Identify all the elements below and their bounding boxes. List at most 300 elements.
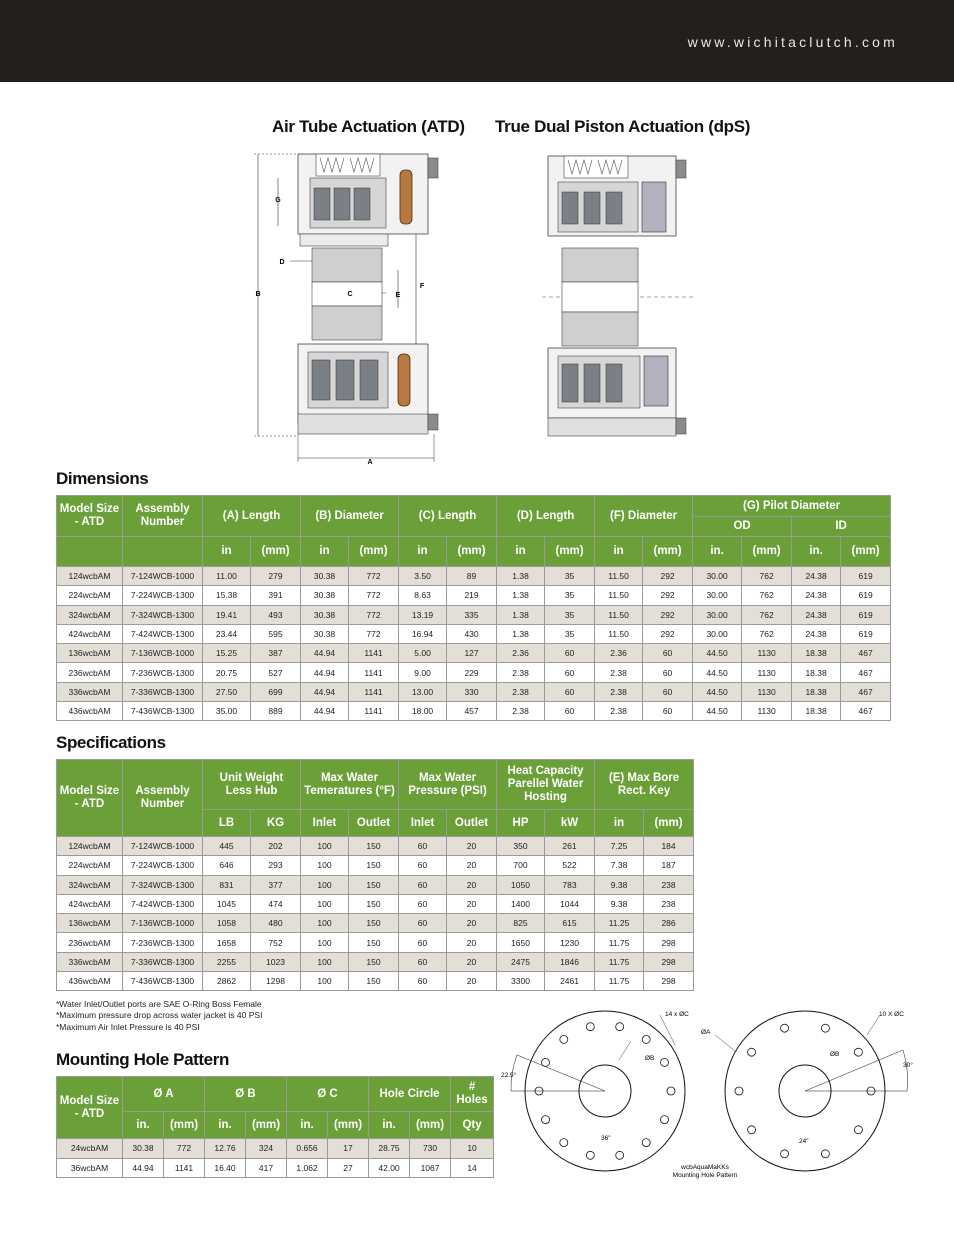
table-cell: 224wcbAM <box>57 586 123 605</box>
mount-header-a: Ø A <box>123 1077 205 1112</box>
spec-unit-header: LB <box>203 810 251 837</box>
note-pressure-drop: *Maximum pressure drop across water jacket is 40 PSI <box>56 1010 263 1021</box>
table-cell: 335 <box>447 605 497 624</box>
table-cell: 44.94 <box>301 644 349 663</box>
table-cell: 11.00 <box>203 567 251 586</box>
mount-unit-header: (mm) <box>328 1112 369 1139</box>
table-row <box>57 972 694 991</box>
dim-unit-header: in <box>595 537 643 567</box>
table-cell: 2255 <box>203 952 251 971</box>
table-cell: 0.656 <box>287 1139 328 1159</box>
table-cell: 13.19 <box>399 605 447 624</box>
table-cell: 20 <box>447 914 497 933</box>
table-cell: 44.50 <box>693 663 742 682</box>
table-cell: 1846 <box>545 952 595 971</box>
mounting-hole <box>735 1087 743 1095</box>
mounting-hole <box>748 1048 756 1056</box>
table-row <box>57 644 891 663</box>
dim-unit-header: (mm) <box>349 537 399 567</box>
mounting-hole <box>661 1058 669 1066</box>
table-cell: 60 <box>399 875 447 894</box>
table-cell: 387 <box>251 644 301 663</box>
mounting-hole <box>542 1058 550 1066</box>
table-cell: 150 <box>349 875 399 894</box>
table-cell: 292 <box>643 567 693 586</box>
mounting-hole <box>542 1116 550 1124</box>
table-cell: 595 <box>251 624 301 643</box>
table-cell: 42.00 <box>369 1158 410 1178</box>
dim-unit-header: in. <box>792 537 841 567</box>
table-cell: 24.38 <box>792 586 841 605</box>
table-cell: 224wcbAM <box>57 856 123 875</box>
spec-header-assembly: Assembly Number <box>123 760 203 837</box>
table-cell: 417 <box>246 1158 287 1178</box>
table-cell: 238 <box>644 894 694 913</box>
dim-unit-header: in <box>497 537 545 567</box>
table-cell: 762 <box>742 586 792 605</box>
atd-diagram-title: Air Tube Actuation (ATD) <box>272 117 465 136</box>
table-cell: 35 <box>545 605 595 624</box>
table-cell: 150 <box>349 933 399 952</box>
table-cell: 619 <box>841 567 891 586</box>
table-cell: 772 <box>349 605 399 624</box>
table-cell: 100 <box>301 933 349 952</box>
size-right-label: 24" <box>799 1138 809 1145</box>
dimensions-table <box>56 495 891 721</box>
table-cell: 3.50 <box>399 567 447 586</box>
spec-header-model: Model Size - ATD <box>57 760 123 837</box>
table-cell: 298 <box>644 933 694 952</box>
mount-header-c: Ø C <box>287 1077 369 1112</box>
table-cell: 18.38 <box>792 702 841 721</box>
dim-header-f-diameter: (F) Diameter <box>595 496 693 537</box>
table-cell: 772 <box>349 567 399 586</box>
mount-header-model: Model Size - ATD <box>57 1077 123 1139</box>
table-cell: 150 <box>349 914 399 933</box>
table-cell: 30.38 <box>123 1139 164 1159</box>
table-cell: 1044 <box>545 894 595 913</box>
table-cell: 17 <box>328 1139 369 1159</box>
table-cell: 7-424WCB-1300 <box>123 624 203 643</box>
table-cell: 2475 <box>497 952 545 971</box>
table-cell: 619 <box>841 586 891 605</box>
hole-pattern-36 <box>511 1011 685 1171</box>
table-cell: 18.38 <box>792 644 841 663</box>
table-row <box>57 663 891 682</box>
table-cell: 619 <box>841 605 891 624</box>
table-cell: 9.00 <box>399 663 447 682</box>
table-cell: 7-124WCB-1000 <box>123 837 203 856</box>
dim-units-spacer <box>123 537 203 567</box>
table-cell: 60 <box>643 644 693 663</box>
table-cell: 762 <box>742 605 792 624</box>
ob-left-label: ØB <box>645 1055 655 1062</box>
table-cell: 1141 <box>164 1158 205 1178</box>
mount-unit-header: (mm) <box>164 1112 205 1139</box>
table-cell: 772 <box>164 1139 205 1159</box>
table-cell: 7-424WCB-1300 <box>123 894 203 913</box>
table-cell: 615 <box>545 914 595 933</box>
table-cell: 7-136WCB-1000 <box>123 914 203 933</box>
table-cell: 150 <box>349 972 399 991</box>
table-cell: 324wcbAM <box>57 875 123 894</box>
angle-right-label: 30° <box>903 1062 913 1069</box>
spec-unit-header: Outlet <box>349 810 399 837</box>
table-cell: 60 <box>399 856 447 875</box>
table-cell: 11.50 <box>595 586 643 605</box>
website-url[interactable]: www.wichitaclutch.com <box>687 34 898 50</box>
table-row <box>57 682 891 701</box>
table-cell: 298 <box>644 952 694 971</box>
table-cell: 293 <box>251 856 301 875</box>
table-cell: 44.94 <box>301 663 349 682</box>
table-cell: 424wcbAM <box>57 894 123 913</box>
table-cell: 11.75 <box>595 972 644 991</box>
spec-header-heat-capacity: Heat Capacity Parellel Water Hosting <box>497 760 595 810</box>
table-cell: 480 <box>251 914 301 933</box>
table-cell: 18.38 <box>792 663 841 682</box>
specifications-table <box>56 759 694 991</box>
table-row <box>57 933 694 952</box>
mounting-hole <box>854 1126 862 1134</box>
table-cell: 10 <box>451 1139 494 1159</box>
table-cell: 238 <box>644 875 694 894</box>
table-cell: 1.38 <box>497 567 545 586</box>
mount-unit-header: (mm) <box>246 1112 287 1139</box>
table-cell: 7-124WCB-1000 <box>123 567 203 586</box>
table-cell: 150 <box>349 856 399 875</box>
table-cell: 136wcbAM <box>57 644 123 663</box>
table-cell: 1045 <box>203 894 251 913</box>
table-cell: 11.75 <box>595 952 644 971</box>
table-cell: 89 <box>447 567 497 586</box>
table-row <box>57 837 694 856</box>
table-cell: 350 <box>497 837 545 856</box>
table-cell: 60 <box>399 914 447 933</box>
dim-header-a-length: (A) Length <box>203 496 301 537</box>
table-row <box>57 605 891 624</box>
table-cell: 150 <box>349 952 399 971</box>
table-cell: 127 <box>447 644 497 663</box>
spec-unit-header: kW <box>545 810 595 837</box>
mount-unit-header: Qty <box>451 1112 494 1139</box>
table-cell: 30.38 <box>301 624 349 643</box>
table-cell: 1141 <box>349 682 399 701</box>
table-cell: 7-324WCB-1300 <box>123 605 203 624</box>
table-cell: 15.38 <box>203 586 251 605</box>
table-cell: 730 <box>410 1139 451 1159</box>
spec-unit-header: KG <box>251 810 301 837</box>
dim-units-row <box>57 537 891 567</box>
dim-header-d-length: (D) Length <box>497 496 595 537</box>
table-cell: 7-224WCB-1300 <box>123 586 203 605</box>
left-holes-label: 14 x ØC <box>665 1011 689 1018</box>
table-cell: 35 <box>545 624 595 643</box>
table-cell: 30.00 <box>693 605 742 624</box>
table-cell: 30.38 <box>301 567 349 586</box>
table-cell: 261 <box>545 837 595 856</box>
table-cell: 27.50 <box>203 682 251 701</box>
specifications-title: Specifications <box>56 733 166 752</box>
spec-unit-header: (mm) <box>644 810 694 837</box>
table-row <box>57 586 891 605</box>
table-cell: 124wcbAM <box>57 837 123 856</box>
table-cell: 7-436WCB-1300 <box>123 972 203 991</box>
table-cell: 7-236WCB-1300 <box>123 663 203 682</box>
table-cell: 467 <box>841 682 891 701</box>
label-c: C <box>347 291 353 298</box>
ob-right-label: ØB <box>830 1051 840 1058</box>
table-cell: 30.38 <box>301 605 349 624</box>
table-cell: 187 <box>644 856 694 875</box>
spec-unit-header: Inlet <box>301 810 349 837</box>
table-cell: 467 <box>841 663 891 682</box>
table-cell: 646 <box>203 856 251 875</box>
mounting-hole <box>854 1048 862 1056</box>
dim-header-c-length: (C) Length <box>399 496 497 537</box>
mounting-hole <box>781 1150 789 1158</box>
table-cell: 445 <box>203 837 251 856</box>
table-cell: 20 <box>447 856 497 875</box>
table-cell: 700 <box>497 856 545 875</box>
mount-unit-header: in. <box>287 1112 328 1139</box>
label-d: D <box>279 259 285 266</box>
table-cell: 1141 <box>349 702 399 721</box>
dim-unit-header: (mm) <box>841 537 891 567</box>
table-cell: 184 <box>644 837 694 856</box>
mount-header-holes: # Holes <box>451 1077 494 1112</box>
table-cell: 7-236WCB-1300 <box>123 933 203 952</box>
table-cell: 762 <box>742 567 792 586</box>
table-cell: 619 <box>841 624 891 643</box>
mount-units-row <box>57 1112 494 1139</box>
label-e: E <box>395 292 401 299</box>
table-cell: 7.38 <box>595 856 644 875</box>
mount-unit-header: in. <box>205 1112 246 1139</box>
table-cell: 229 <box>447 663 497 682</box>
spec-unit-header: Outlet <box>447 810 497 837</box>
table-cell: 150 <box>349 837 399 856</box>
table-row <box>57 1158 494 1178</box>
table-cell: 324wcbAM <box>57 605 123 624</box>
table-cell: 20 <box>447 875 497 894</box>
table-cell: 2.38 <box>595 702 643 721</box>
mount-unit-header: in. <box>369 1112 410 1139</box>
table-cell: 60 <box>545 663 595 682</box>
table-cell: 30.00 <box>693 586 742 605</box>
table-cell: 100 <box>301 837 349 856</box>
size-left-label: 36" <box>601 1135 611 1142</box>
table-cell: 60 <box>399 837 447 856</box>
table-cell: 7-324WCB-1300 <box>123 875 203 894</box>
table-cell: 30.38 <box>301 586 349 605</box>
table-cell: 1230 <box>545 933 595 952</box>
table-cell: 15.25 <box>203 644 251 663</box>
table-cell: 527 <box>251 663 301 682</box>
spec-unit-header: in <box>595 810 644 837</box>
table-cell: 2.36 <box>595 644 643 663</box>
dim-unit-header: in <box>399 537 447 567</box>
angle-left-label: 22.5° <box>501 1072 517 1079</box>
dim-header-b-diameter: (B) Diameter <box>301 496 399 537</box>
dim-unit-header: in <box>203 537 251 567</box>
dimensions-title: Dimensions <box>56 469 149 488</box>
table-cell: 60 <box>399 933 447 952</box>
table-cell: 236wcbAM <box>57 933 123 952</box>
table-cell: 336wcbAM <box>57 682 123 701</box>
table-cell: 772 <box>349 586 399 605</box>
table-cell: 377 <box>251 875 301 894</box>
table-cell: 44.94 <box>123 1158 164 1178</box>
table-cell: 18.38 <box>792 682 841 701</box>
table-cell: 2.38 <box>595 663 643 682</box>
table-cell: 1.38 <box>497 605 545 624</box>
table-cell: 7-136WCB-1000 <box>123 644 203 663</box>
table-cell: 16.94 <box>399 624 447 643</box>
dim-unit-header: (mm) <box>447 537 497 567</box>
table-cell: 2.38 <box>497 702 545 721</box>
table-cell: 60 <box>545 644 595 663</box>
table-cell: 100 <box>301 952 349 971</box>
table-cell: 24.38 <box>792 605 841 624</box>
table-cell: 44.50 <box>693 702 742 721</box>
table-cell: 1400 <box>497 894 545 913</box>
dim-unit-header: (mm) <box>251 537 301 567</box>
label-f: F <box>419 283 425 290</box>
table-cell: 1141 <box>349 663 399 682</box>
mounting-hole <box>748 1126 756 1134</box>
table-cell: 14 <box>451 1158 494 1178</box>
table-cell: 2.38 <box>497 682 545 701</box>
mounting-hole <box>821 1150 829 1158</box>
table-cell: 783 <box>545 875 595 894</box>
mounting-hole <box>616 1023 624 1031</box>
table-cell: 330 <box>447 682 497 701</box>
table-cell: 35 <box>545 586 595 605</box>
table-cell: 825 <box>497 914 545 933</box>
table-cell: 1.38 <box>497 624 545 643</box>
table-cell: 100 <box>301 972 349 991</box>
mounting-hole-pattern-figure <box>495 1005 915 1185</box>
table-cell: 889 <box>251 702 301 721</box>
spec-unit-header: Inlet <box>399 810 447 837</box>
table-cell: 44.50 <box>693 644 742 663</box>
table-cell: 13.00 <box>399 682 447 701</box>
table-cell: 8.63 <box>399 586 447 605</box>
table-row <box>57 567 891 586</box>
table-cell: 202 <box>251 837 301 856</box>
table-cell: 9.38 <box>595 875 644 894</box>
dim-unit-header: in <box>301 537 349 567</box>
dps-cross-section-diagram <box>538 152 698 442</box>
table-cell: 44.94 <box>301 682 349 701</box>
table-cell: 60 <box>399 972 447 991</box>
dim-header-od: OD <box>693 517 792 537</box>
mounting-hole <box>560 1139 568 1147</box>
table-cell: 30.00 <box>693 567 742 586</box>
note-air-pressure: *Maximum Air Inlet Pressure is 40 PSI <box>56 1021 200 1032</box>
table-cell: 60 <box>399 894 447 913</box>
table-cell: 100 <box>301 894 349 913</box>
table-cell: 5.00 <box>399 644 447 663</box>
table-cell: 27 <box>328 1158 369 1178</box>
table-cell: 35.00 <box>203 702 251 721</box>
mounting-hole <box>616 1151 624 1159</box>
table-cell: 2.38 <box>595 682 643 701</box>
note-water-ports: *Water Inlet/Outlet ports are SAE O-Ring Boss Female <box>56 999 262 1009</box>
table-cell: 1298 <box>251 972 301 991</box>
table-cell: 474 <box>251 894 301 913</box>
table-cell: 1130 <box>742 663 792 682</box>
table-cell: 19.41 <box>203 605 251 624</box>
table-cell: 60 <box>643 702 693 721</box>
dim-unit-header: (mm) <box>643 537 693 567</box>
dim-units-spacer <box>57 537 123 567</box>
table-cell: 1023 <box>251 952 301 971</box>
figure-caption-line2: Mounting Hole Pattern <box>672 1172 738 1179</box>
table-cell: 30.00 <box>693 624 742 643</box>
table-cell: 1050 <box>497 875 545 894</box>
table-cell: 1.38 <box>497 586 545 605</box>
table-cell: 1650 <box>497 933 545 952</box>
table-row <box>57 952 694 971</box>
table-cell: 1.062 <box>287 1158 328 1178</box>
mount-unit-header: (mm) <box>410 1112 451 1139</box>
table-cell: 60 <box>545 682 595 701</box>
mounting-hole <box>642 1139 650 1147</box>
table-row <box>57 914 694 933</box>
spec-header-max-bore: (E) Max Bore Rect. Key <box>595 760 694 810</box>
table-cell: 11.50 <box>595 624 643 643</box>
table-cell: 436wcbAM <box>57 702 123 721</box>
table-cell: 831 <box>203 875 251 894</box>
table-cell: 1130 <box>742 702 792 721</box>
table-cell: 752 <box>251 933 301 952</box>
mounting-title: Mounting Hole Pattern <box>56 1050 229 1069</box>
header-bar <box>0 0 954 82</box>
table-cell: 60 <box>643 682 693 701</box>
table-cell: 20 <box>447 894 497 913</box>
mounting-hole <box>781 1024 789 1032</box>
table-cell: 3300 <box>497 972 545 991</box>
table-cell: 493 <box>251 605 301 624</box>
mounting-hole <box>586 1151 594 1159</box>
table-cell: 1130 <box>742 682 792 701</box>
label-a: A <box>367 459 373 466</box>
table-cell: 1058 <box>203 914 251 933</box>
table-cell: 60 <box>399 952 447 971</box>
table-cell: 7-336WCB-1300 <box>123 952 203 971</box>
table-cell: 424wcbAM <box>57 624 123 643</box>
right-holes-label: 10 X ØC <box>879 1011 904 1018</box>
table-cell: 219 <box>447 586 497 605</box>
table-cell: 522 <box>545 856 595 875</box>
table-cell: 124wcbAM <box>57 567 123 586</box>
table-cell: 44.50 <box>693 682 742 701</box>
atd-cross-section-diagram <box>250 148 450 468</box>
table-cell: 20.75 <box>203 663 251 682</box>
mounting-table <box>56 1076 494 1178</box>
label-g: G <box>275 197 281 204</box>
table-cell: 2.38 <box>497 663 545 682</box>
specification-notes <box>56 999 262 1033</box>
table-cell: 1067 <box>410 1158 451 1178</box>
dim-header-g-pilot: (G) Pilot Diameter <box>693 496 891 517</box>
table-cell: 7.25 <box>595 837 644 856</box>
table-cell: 436wcbAM <box>57 972 123 991</box>
dim-unit-header: (mm) <box>742 537 792 567</box>
table-cell: 18.00 <box>399 702 447 721</box>
